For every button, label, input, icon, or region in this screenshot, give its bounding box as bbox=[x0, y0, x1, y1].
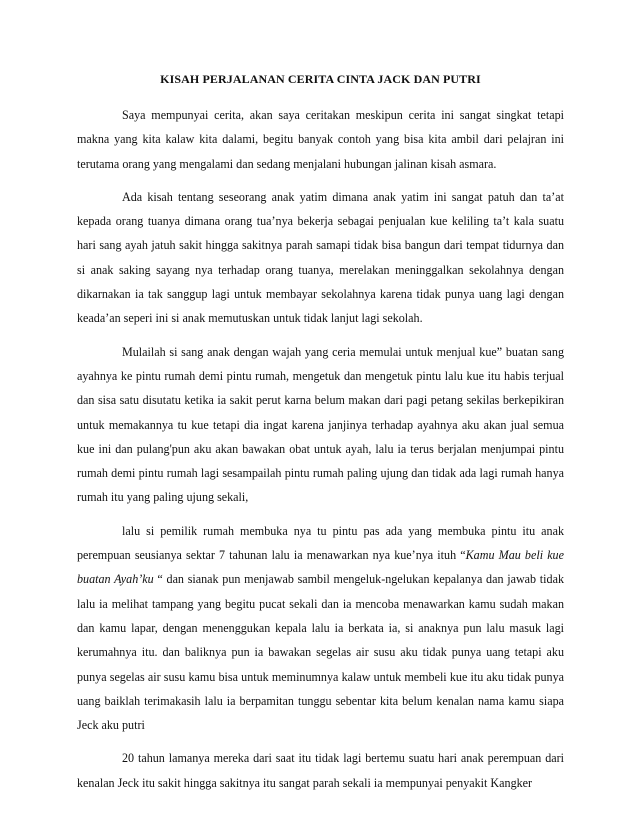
paragraph-2: Ada kisah tentang seseorang anak yatim dimana anak yatim ini sangat patuh dan ta’at kepada orang tuanya dimana orang tua’nya bekerja sebagai penjualan kue keliling ta’t kala suatu hari sang ayah jatuh sakit hingga sakitnya parah samapi tidak bisa bangun dari tempat tidurnya dan si anak saking sayang nya terhadap orang tuanya, merelakan meninggalkan sekolahnya dengan dikarnakan ia tak sanggup lagi untuk membayar sekolahnya karena tidak punya uang lagi dengan keada’an seperi ini si anak memutuskan untuk tidak lanjut lagi sekolah. bbox=[77, 189, 564, 326]
paragraph-4-text-before: lalu si pemilik rumah membuka nya tu pintu pas ada yang membuka pintu itu anak perempuan seusianya sektar 7 tahunan lalu ia menawarkan nya kue’nya ituh “ bbox=[77, 523, 564, 563]
paragraph-4-italic-quote: Kamu Mau beli kue buatan Ayah’ku bbox=[77, 548, 564, 587]
paragraph-1: Saya mempunyai cerita, akan saya ceritakan meskipun cerita ini sangat singkat tetapi makna yang kita kalaw kita dalami, begitu banyak contoh yang bisa kita ambil dari pelajran ini terutama orang yang mengalami dan sedang menjalani hubungan jalinan kisah asmara. bbox=[77, 108, 564, 171]
paragraph-4 bbox=[77, 519, 564, 738]
paragraph-4-text-after: “ dan sianak pun menjawab sambil mengeluk-ngelukan kepalanya dan jawab tidak lalu ia melihat tampang yang begitu pucat sekali dan ia mencoba menawarkan kamu sudah makan dan kamu lapar, dengan menenggukan kepala lalu ia berkata ia, si anaknya pun lalu masuk lagi kerumahnya itu. dan baliknya pun ia bawakan segelas air susu aku tidak punya uang tetapi aku punya segelas air susu kamu bisa untuk meminumnya kalaw untuk membeli kue itu aku tidak punya uang baiklah terimakasih lalu ia berpamitan tunggu sebentar kita belum kenalan nama kamu siapa Jeck aku putri bbox=[77, 572, 564, 733]
document-title: KISAH PERJALANAN CERITA CINTA JACK DAN PUTRI bbox=[160, 72, 481, 86]
paragraph-3: Mulailah si sang anak dengan wajah yang ceria memulai untuk menjual kue” buatan sang ayahnya ke pintu rumah demi pintu rumah, mengetuk dan mengetuk pintu lalu kue itu habis terjual dan sisa satu disutatu ketika ia sakit perut karna belum makan dari pagi petang sekilas berkepikiran untuk memakannya tu kue tetapi dia ingat karena janjinya terhadap ayahnya aku akan jual semua kue ini dan pulang'pun aku akan bawakan obat untuk ayah, lalu ia terus berjalan menjumpai pintu rumah demi pintu rumah lagi sesampailah pintu rumah paling ujung dan tidak ada lagi rumah hanya rumah itu yang paling ujung sekali, bbox=[77, 344, 564, 505]
paragraph-5: 20 tahun lamanya mereka dari saat itu tidak lagi bertemu suatu hari anak perempuan dari kenalan Jeck itu sakit hingga sakitnya itu sangat parah sekali ia mempunyai penyakit Kangker bbox=[77, 751, 564, 790]
